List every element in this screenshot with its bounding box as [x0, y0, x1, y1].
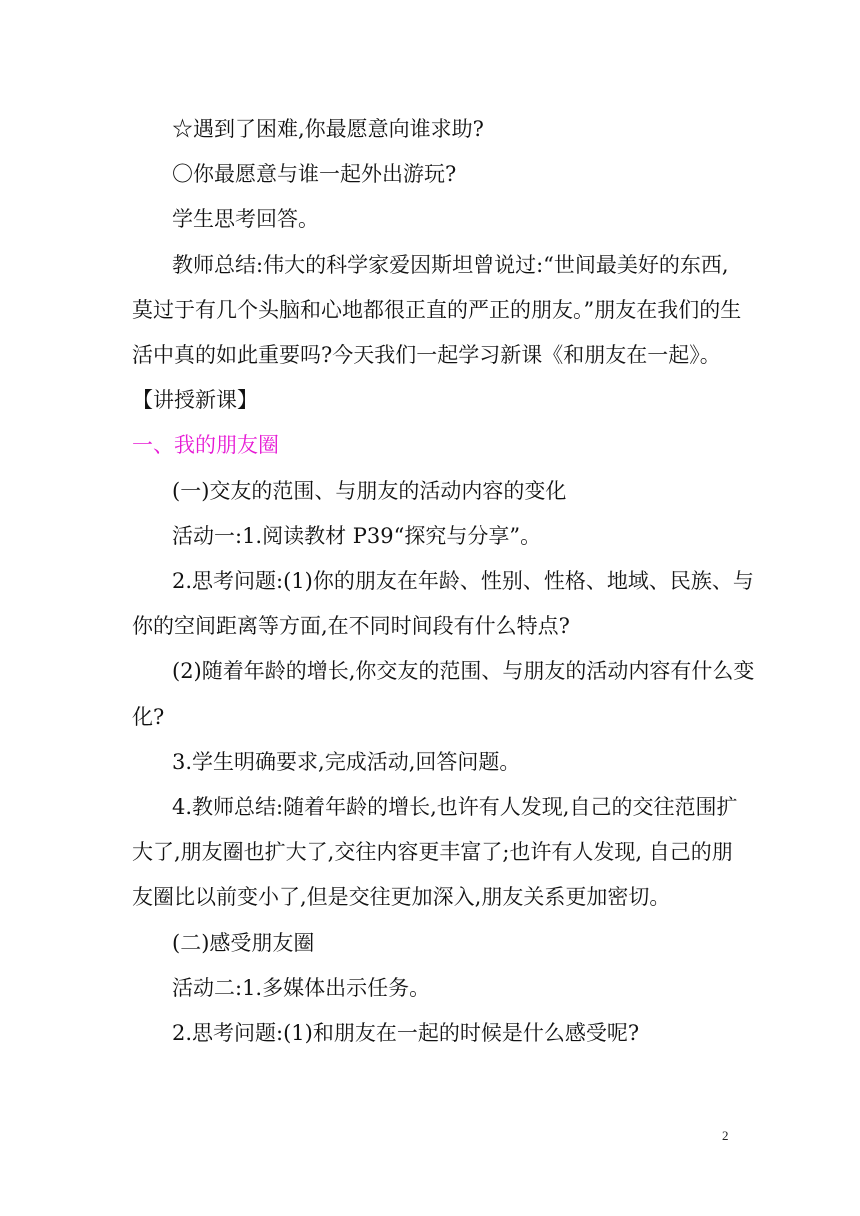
- question-help: ☆遇到了困难,你最愿意向谁求助?: [172, 117, 484, 141]
- question-2-line-1: 2.思考问题:(1)你的朋友在年龄、性别、性格、地域、民族、与: [172, 569, 754, 593]
- question-2b-line-1: (2)随着年龄的增长,你交友的范围、与朋友的活动内容有什么变: [172, 659, 755, 683]
- student-answer: 学生思考回答。: [172, 207, 319, 231]
- activity-2: 活动二:1.多媒体出示任务。: [172, 976, 431, 1000]
- teacher-summary-line-3: 活中真的如此重要吗?今天我们一起学习新课《和朋友在一起》。: [132, 343, 721, 367]
- step-4-line-1: 4.教师总结:随着年龄的增长,也许有人发现,自己的交往范围扩: [172, 795, 738, 819]
- page-number: 2: [722, 1128, 729, 1143]
- activity-2-question: 2.思考问题:(1)和朋友在一起的时候是什么感受呢?: [172, 1021, 640, 1045]
- step-3: 3.学生明确要求,完成活动,回答问题。: [172, 750, 521, 774]
- heading-my-friend-circle: 一、我的朋友圈: [132, 433, 279, 457]
- subheading-1: (一)交友的范围、与朋友的活动内容的变化: [172, 479, 567, 503]
- step-4-line-2: 大了,朋友圈也扩大了,交往内容更丰富了;也许有人发现, 自己的朋: [132, 840, 733, 864]
- step-4-line-3: 友圈比以前变小了,但是交往更加深入,朋友关系更加密切。: [132, 885, 671, 909]
- question-travel: 〇你最愿意与谁一起外出游玩?: [172, 162, 457, 186]
- subheading-2: (二)感受朋友圈: [172, 931, 315, 955]
- activity-1: 活动一:1.阅读教材 P39“探究与分享”。: [172, 524, 542, 548]
- question-2-line-2: 你的空间距离等方面,在不同时间段有什么特点?: [132, 614, 570, 638]
- question-2b-line-2: 化?: [132, 705, 165, 729]
- teacher-summary-line-2: 莫过于有几个头脑和心地都很正直的严正的朋友。”朋友在我们的生: [132, 298, 742, 322]
- teacher-summary-line-1: 教师总结:伟大的科学家爱因斯坦曾说过:“世间最美好的东西,: [172, 253, 729, 277]
- section-label-new-lesson: 【讲授新课】: [132, 388, 258, 412]
